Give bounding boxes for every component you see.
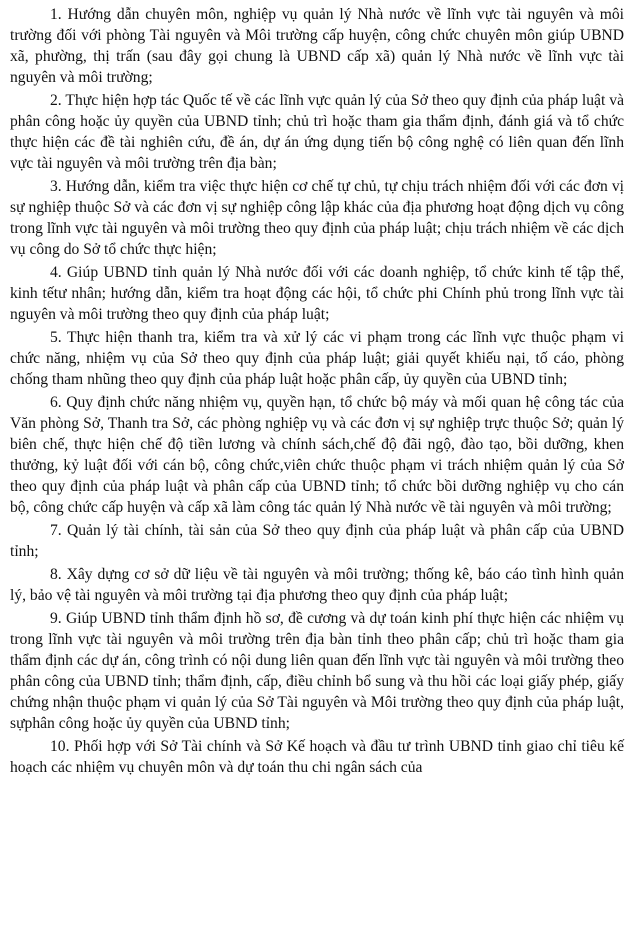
paragraph-9: 9. Giúp UBND tỉnh thẩm định hồ sơ, đề cương và dự toán kinh phí thực hiện các nhiệm vụ trong lĩnh vực tài nguyên và môi trường trên địa bàn tỉnh theo phân cấp; chủ trì hoặc tham gia thẩm định các dự án, công trình có nội dung liên quan đến lĩnh vực tài nguyên và môi trường theo phân công của UBND tỉnh; thẩm định, cấp, điều chỉnh bổ sung và thu hồi các loại giấy phép, giấy chứng nhận thuộc phạm vi quản lý của Sở Tài nguyên và Môi trường theo quy định của pháp luật, sựphân công hoặc ủy quyền của UBND tỉnh; xyxy=(10,610,624,732)
paragraph-2: 2. Thực hiện hợp tác Quốc tế về các lĩnh vực quản lý của Sở theo quy định của pháp luật và phân công hoặc ủy quyền của UBND tỉnh; chủ trì hoặc tham gia thẩm định, đánh giá và tổ chức thực hiện các đề tài nghiên cứu, đề án, dự án ứng dụng tiến bộ công nghệ có liên quan đến lĩnh vực tài nguyên và môi trường trên địa bàn; xyxy=(10,92,624,172)
paragraph-3: 3. Hướng dẫn, kiểm tra việc thực hiện cơ chế tự chủ, tự chịu trách nhiệm đối với các đơn vị sự nghiệp thuộc Sở và các đơn vị sự nghiệp công lập khác của địa phương hoạt động dịch vụ công trong lĩnh vực tài nguyên và môi trường theo quy định của pháp luật; chịu trách nhiệm về các dịch vụ công do Sở tổ chức thực hiện; xyxy=(10,178,624,258)
paragraph-6: 6. Quy định chức năng nhiệm vụ, quyền hạn, tổ chức bộ máy và mối quan hệ công tác của Văn phòng Sở, Thanh tra Sở, các phòng nghiệp vụ và các đơn vị sự nghiệp trực thuộc Sở; quản lý biên chế, thực hiện chế độ tiền lương và chính sách,chế độ đãi ngộ, đào tạo, bồi dưỡng, khen thưởng, kỷ luật đối với cán bộ, công chức,viên chức thuộc phạm vi trách nhiệm quản lý của Sở theo quy định của pháp luật và phân cấp của UBND tỉnh; tổ chức bồi dưỡng nghiệp vụ cho cán bộ, công chức cấp huyện và cấp xã làm công tác quản lý Nhà nước về tài nguyên và môi trường; xyxy=(10,394,624,516)
paragraph-10: 10. Phối hợp với Sở Tài chính và Sở Kế hoạch và đầu tư trình UBND tỉnh giao chỉ tiêu kế hoạch các nhiệm vụ chuyên môn và dự toán thu chi ngân sách của xyxy=(10,738,624,776)
paragraph-7: 7. Quản lý tài chính, tài sản của Sở theo quy định của pháp luật và phân cấp của UBND tỉnh; xyxy=(10,522,624,560)
paragraph-8: 8. Xây dựng cơ sở dữ liệu về tài nguyên và môi trường; thống kê, báo cáo tình hình quản lý, bảo vệ tài nguyên và môi trường tại địa phương theo quy định của pháp luật; xyxy=(10,566,624,604)
paragraph-1: 1. Hướng dẫn chuyên môn, nghiệp vụ quản lý Nhà nước về lĩnh vực tài nguyên và môi trường đối với phòng Tài nguyên và Môi trường cấp huyện, công chức chuyên môn giúp UBND xã, phường, thị trấn (sau đây gọi chung là UBND cấp xã) quản lý Nhà nước về lĩnh vực tài nguyên và môi trường; xyxy=(10,6,624,86)
paragraph-4: 4. Giúp UBND tỉnh quản lý Nhà nước đối với các doanh nghiệp, tổ chức kinh tế tập thể, kinh tếtư nhân; hướng dẫn, kiểm tra hoạt động các hội, tổ chức phi Chính phủ trong lĩnh vực tài nguyên và môi trường theo quy định của pháp luật; xyxy=(10,264,624,323)
paragraph-5: 5. Thực hiện thanh tra, kiểm tra và xử lý các vi phạm trong các lĩnh vực thuộc phạm vi chức năng, nhiệm vụ của Sở theo quy định của pháp luật; giải quyết khiếu nại, tố cáo, phòng chống tham nhũng theo quy định của pháp luật hoặc phân cấp, ủy quyền của UBND tỉnh; xyxy=(10,329,624,388)
